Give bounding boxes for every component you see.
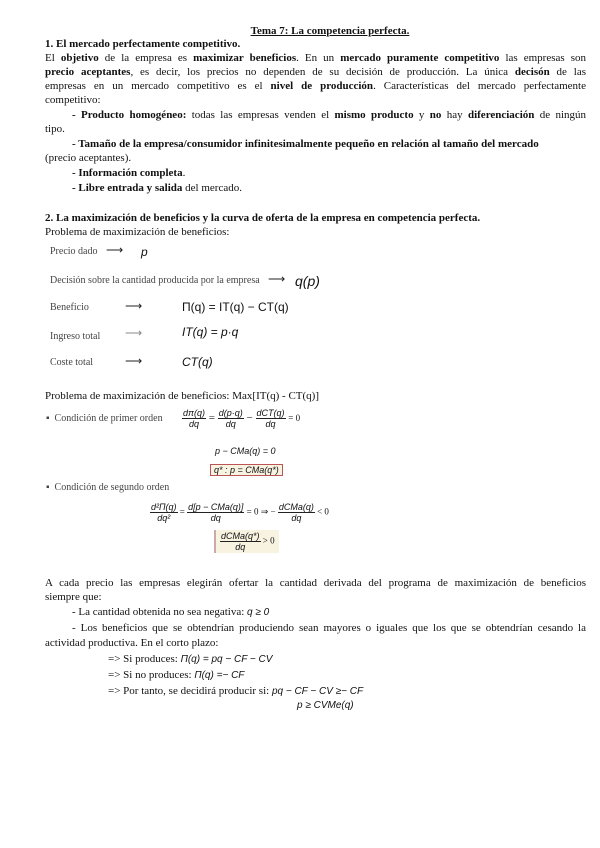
row-label: Coste total [50, 357, 94, 368]
intro-text: Problema de maximización de beneficios: [45, 226, 230, 238]
paragraph-line: precio aceptantes, es decir, los precios no dependen de su decisión de producción. La única decisón de las [45, 66, 586, 78]
arrow-icon: ⟶ [125, 354, 143, 368]
row-equation: IT(q) = p·q [182, 325, 239, 339]
row-label: Precio dado [50, 246, 98, 257]
paragraph-line: El objetivo de la empresa es maximizar beneficios. En un mercado puramente competitivo las empresas son [45, 52, 586, 64]
paragraph-line: siempre que: [45, 591, 102, 603]
bullet-second-order: ▪ Condición de segundo orden [46, 482, 170, 493]
paragraph-line: actividad productiva. En el corto plazo: [45, 637, 219, 649]
bullet-continuation: (precio aceptantes). [45, 152, 132, 164]
arrow-icon: ⟶ [106, 243, 124, 257]
row-label: Decisión sobre la cantidad producida por la empresa [50, 275, 260, 286]
max-problem: Problema de maximización de beneficios: Max[IT(q) - CT(q)] [45, 390, 319, 402]
bullet-item: - Libre entrada y salida del mercado. [72, 182, 242, 194]
case-line: => Si no produces: Π(q) =− CF [108, 669, 245, 681]
arrow-icon: ⟶ [268, 272, 286, 286]
row-label: Beneficio [50, 302, 89, 313]
first-order-equation: $\frac{d\pi(q)}{dq}$ = $\frac{d(p\cdot q)}{dq}$ − $\frac{\text{dCT(q)}}{dq}$ = 0 [183, 408, 301, 429]
row-equation: q(p) [295, 273, 320, 289]
section-2-heading: 2. La maximización de beneficios y la curva de oferta de la empresa en competencia perfecta. [45, 212, 481, 224]
boxed-second-order: $\frac{\text{dCMa(q*)}}{dq}$ > 0 [214, 530, 279, 553]
row-label: Ingreso total [50, 331, 101, 342]
case-line: => Por tanto, se decidirá producir si: pq − CF − CV ≥− CF [108, 685, 364, 697]
second-order-equation: $\frac{\text{d²Π(q)}}{\text{dq²}}$ = $\frac{\text{d[p − CMa(q)]}}{dq}$ = 0 ⇒ − $\frac{\text{dCMa(q)}}{dq}$ < 0 [151, 502, 329, 523]
page-title: Tema 7: La competencia perfecta. [250, 25, 410, 37]
bullet-first-order: ▪ Condición de primer orden [46, 413, 163, 424]
bullet-item: - Tamaño de la empresa/consumidor infinitesimalmente pequeño en relación al tamaño del mercado [72, 138, 539, 150]
boxed-optimum: q* : p = CMa(q*) [210, 464, 283, 476]
section-1-heading: 1. El mercado perfectamente competitivo. [45, 38, 241, 50]
condition-item: - Los beneficios que se obtendrían produciendo sean mayores o iguales que los que se obtendrían cesando la [72, 622, 586, 634]
row-equation: p [141, 245, 148, 259]
row-equation: CT(q) [182, 355, 213, 369]
final-condition: p ≥ CVMe(q) [297, 700, 354, 711]
paragraph-line: A cada precio las empresas elegirán ofertar la cantidad derivada del programa de maximización de beneficios [45, 577, 586, 589]
condition-item: - La cantidad obtenida no sea negativa: q ≥ 0 [72, 606, 270, 618]
first-order-result: p − CMa(q) = 0 [215, 446, 276, 456]
paragraph-line: competitivo: [45, 94, 101, 106]
row-equation: Π(q) = IT(q) − CT(q) [182, 300, 289, 314]
bullet-item: - Producto homogéneo: todas las empresas venden el mismo producto y no hay diferenciación de ningún [72, 109, 586, 121]
paragraph-line: empresas en un mercado competitivo es el nivel de producción. Características del mercado perfectamente [45, 80, 586, 92]
bullet-continuation: tipo. [45, 123, 65, 135]
case-line: => Si produces: Π(q) = pq − CF − CV [108, 653, 273, 665]
bullet-item: - Información completa. [72, 167, 186, 179]
arrow-icon: ⟶ [125, 326, 143, 340]
arrow-icon: ⟶ [125, 299, 143, 313]
